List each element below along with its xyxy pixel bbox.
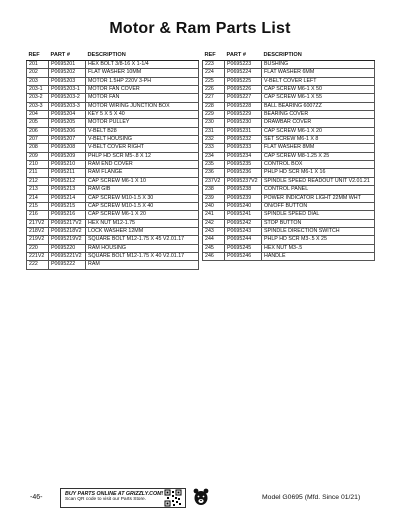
column-header-ref: REF xyxy=(27,52,49,61)
description-cell: CONTROL BOX xyxy=(262,161,375,169)
part-number-cell: P0695246 xyxy=(225,252,262,260)
ref-cell: 220 xyxy=(27,244,49,252)
table-row xyxy=(203,252,375,260)
part-number-cell: P0695203-2 xyxy=(49,94,86,102)
ref-cell: 226 xyxy=(203,86,225,94)
ref-cell: 210 xyxy=(27,161,49,169)
ref-cell: 227 xyxy=(203,94,225,102)
table-row xyxy=(27,102,199,110)
description-cell: SPINDLE SPEED READOUT UNIT V2.01.21 xyxy=(262,177,375,185)
part-number-cell: P0695214 xyxy=(49,194,86,202)
part-number-cell: P0695236 xyxy=(225,169,262,177)
part-number-cell: P0695229 xyxy=(225,111,262,119)
part-number-cell: P0695226 xyxy=(225,86,262,94)
description-cell: CAP SCREW M6-1 X 20 xyxy=(86,211,199,219)
description-cell: BALL BEARING 6007ZZ xyxy=(262,102,375,110)
part-number-cell: P0695243 xyxy=(225,227,262,235)
table-row xyxy=(203,102,375,110)
table-row xyxy=(203,127,375,135)
table-row xyxy=(203,211,375,219)
description-cell: SPINDLE DIRECTION SWITCH xyxy=(262,227,375,235)
table-row xyxy=(27,194,199,202)
ref-cell: 208 xyxy=(27,144,49,152)
table-row xyxy=(203,219,375,227)
table-row xyxy=(27,169,199,177)
part-number-cell: P0695241 xyxy=(225,211,262,219)
description-cell: HEX BOLT 3/8-16 X 1-1/4 xyxy=(86,61,199,69)
model-designation: Model G0695 (Mfd. Since 01/21) xyxy=(262,494,361,501)
part-number-cell: P0695203-3 xyxy=(49,102,86,110)
ref-cell: 234 xyxy=(203,152,225,160)
description-cell: MOTOR FAN COVER xyxy=(86,86,199,94)
description-cell: CAP SCREW M8-1.25 X 25 xyxy=(262,152,375,160)
ref-cell: 244 xyxy=(203,236,225,244)
table-row xyxy=(203,152,375,160)
table-row xyxy=(27,77,199,85)
ref-cell: 218V2 xyxy=(27,227,49,235)
promo-headline: BUY PARTS ONLINE AT GRIZZLY.COM! xyxy=(65,491,164,497)
description-cell: SET SCREW M6-1 X 8 xyxy=(262,136,375,144)
description-cell: MOTOR FAN xyxy=(86,94,199,102)
qr-code-icon[interactable] xyxy=(164,489,182,507)
table-row xyxy=(27,186,199,194)
ref-cell: 215 xyxy=(27,202,49,210)
table-row xyxy=(27,111,199,119)
part-number-cell: P0695210 xyxy=(49,161,86,169)
ref-cell: 214 xyxy=(27,194,49,202)
ref-cell: 203-1 xyxy=(27,86,49,94)
description-cell: SPINDLE SPEED DIAL xyxy=(262,211,375,219)
description-cell: CAP SCREW M10-1.5 X 40 xyxy=(86,202,199,210)
description-cell: LOCK WASHER 12MM xyxy=(86,227,199,235)
part-number-cell: P0695231 xyxy=(225,127,262,135)
parts-table-left xyxy=(26,52,199,270)
description-cell: CAP SCREW M6-1 X 55 xyxy=(262,94,375,102)
ref-cell: 238 xyxy=(203,186,225,194)
table-row xyxy=(27,252,199,260)
part-number-cell: P0695245 xyxy=(225,244,262,252)
part-number-cell: P0695218V2 xyxy=(49,227,86,235)
ref-cell: 203-3 xyxy=(27,102,49,110)
table-header-row xyxy=(27,52,199,61)
table-row xyxy=(203,194,375,202)
part-number-cell: P0695212 xyxy=(49,177,86,185)
description-cell: HANDLE xyxy=(262,252,375,260)
ref-cell: 242 xyxy=(203,219,225,227)
part-number-cell: P0695237V2 xyxy=(225,177,262,185)
table-row xyxy=(27,86,199,94)
part-number-cell: P0695221V2 xyxy=(49,252,86,260)
table-row xyxy=(203,177,375,185)
description-cell: BEARING COVER xyxy=(262,111,375,119)
part-number-cell: P0695228 xyxy=(225,102,262,110)
description-cell: PHLP HD SCR M5-.8 X 12 xyxy=(86,152,199,160)
ref-cell: 236 xyxy=(203,169,225,177)
column-header-part: PART # xyxy=(49,52,86,61)
part-number-cell: P0695207 xyxy=(49,136,86,144)
description-cell: SQUARE BOLT M12-1.75 X 45 V2.01.17 xyxy=(86,236,199,244)
ref-cell: 223 xyxy=(203,61,225,69)
ref-cell: 207 xyxy=(27,136,49,144)
ref-cell: 204 xyxy=(27,111,49,119)
table-row xyxy=(27,202,199,210)
table-row xyxy=(203,236,375,244)
description-cell: V-BELT COVER RIGHT xyxy=(86,144,199,152)
part-number-cell: P0695234 xyxy=(225,152,262,160)
table-row xyxy=(203,161,375,169)
ref-cell: 241 xyxy=(203,211,225,219)
part-number-cell: P0695205 xyxy=(49,119,86,127)
table-row xyxy=(27,152,199,160)
table-row xyxy=(203,94,375,102)
part-number-cell: P0695202 xyxy=(49,69,86,77)
description-cell: CAP SCREW M10-1.5 X 30 xyxy=(86,194,199,202)
ref-cell: 243 xyxy=(203,227,225,235)
ref-cell: 235 xyxy=(203,161,225,169)
part-number-cell: P0695213 xyxy=(49,186,86,194)
description-cell: FLAT WASHER 8MM xyxy=(262,144,375,152)
table-row xyxy=(27,94,199,102)
part-number-cell: P0695223 xyxy=(225,61,262,69)
table-row xyxy=(27,219,199,227)
table-row xyxy=(27,136,199,144)
table-row xyxy=(27,261,199,269)
description-cell: MOTOR 1.5HP 220V 3-PH xyxy=(86,77,199,85)
ref-cell: 216 xyxy=(27,211,49,219)
ref-cell: 230 xyxy=(203,119,225,127)
part-number-cell: P0695203 xyxy=(49,77,86,85)
part-number-cell: P0695240 xyxy=(225,202,262,210)
description-cell: V-BELT HOUSING xyxy=(86,136,199,144)
part-number-cell: P0695206 xyxy=(49,127,86,135)
part-number-cell: P0695233 xyxy=(225,144,262,152)
ref-cell: 209 xyxy=(27,152,49,160)
table-row xyxy=(203,244,375,252)
table-row xyxy=(203,111,375,119)
table-row xyxy=(203,227,375,235)
part-number-cell: P0695215 xyxy=(49,202,86,210)
ref-cell: 219V2 xyxy=(27,236,49,244)
table-row xyxy=(27,61,199,69)
part-number-cell: P0695227 xyxy=(225,94,262,102)
part-number-cell: P0695216 xyxy=(49,211,86,219)
description-cell: PHLP HD SCR M3-.5 X 25 xyxy=(262,236,375,244)
ref-cell: 201 xyxy=(27,61,49,69)
description-cell: RAM FLANGE xyxy=(86,169,199,177)
table-row xyxy=(203,77,375,85)
table-row xyxy=(203,169,375,177)
table-row xyxy=(203,69,375,77)
part-number-cell: P0695204 xyxy=(49,111,86,119)
parts-table-right xyxy=(202,52,375,261)
column-header-description: DESCRIPTION xyxy=(262,52,375,61)
ref-cell: 202 xyxy=(27,69,49,77)
ref-cell: 237V2 xyxy=(203,177,225,185)
ref-cell: 211 xyxy=(27,169,49,177)
table-row xyxy=(203,186,375,194)
description-cell: HEX NUT M12-1.75 xyxy=(86,219,199,227)
part-number-cell: P0695217V2 xyxy=(49,219,86,227)
page-footer xyxy=(0,488,400,512)
part-number-cell: P0695222 xyxy=(49,261,86,269)
table-row xyxy=(203,61,375,69)
part-number-cell: P0695225 xyxy=(225,77,262,85)
table-row xyxy=(203,86,375,94)
ref-cell: 224 xyxy=(203,69,225,77)
ref-cell: 213 xyxy=(27,186,49,194)
description-cell: PHLP HD SCR M6-1 X 16 xyxy=(262,169,375,177)
table-row xyxy=(27,236,199,244)
ref-cell: 225 xyxy=(203,77,225,85)
part-number-cell: P0695219V2 xyxy=(49,236,86,244)
part-number-cell: P0695211 xyxy=(49,169,86,177)
part-number-cell: P0695239 xyxy=(225,194,262,202)
ref-cell: 203-2 xyxy=(27,94,49,102)
ref-cell: 246 xyxy=(203,252,225,260)
ref-cell: 217V2 xyxy=(27,219,49,227)
ref-cell: 222 xyxy=(27,261,49,269)
ref-cell: 206 xyxy=(27,127,49,135)
part-number-cell: P0695244 xyxy=(225,236,262,244)
description-cell: FLAT WASHER 10MM xyxy=(86,69,199,77)
description-cell: MOTOR PULLEY xyxy=(86,119,199,127)
ref-cell: 212 xyxy=(27,177,49,185)
part-number-cell: P0695242 xyxy=(225,219,262,227)
description-cell: RAM END COVER xyxy=(86,161,199,169)
table-row xyxy=(203,144,375,152)
ref-cell: 240 xyxy=(203,202,225,210)
description-cell: CAP SCREW M6-1 X 10 xyxy=(86,177,199,185)
table-row xyxy=(27,119,199,127)
description-cell: V-BELT B28 xyxy=(86,127,199,135)
table-row xyxy=(27,127,199,135)
ref-cell: 231 xyxy=(203,127,225,135)
table-row xyxy=(27,144,199,152)
description-cell: BUSHING xyxy=(262,61,375,69)
description-cell: RAM xyxy=(86,261,199,269)
part-number-cell: P0695232 xyxy=(225,136,262,144)
table-row xyxy=(27,227,199,235)
ref-cell: 221V2 xyxy=(27,252,49,260)
ref-cell: 229 xyxy=(203,111,225,119)
table-row xyxy=(27,69,199,77)
description-cell: STOP BUTTON xyxy=(262,219,375,227)
column-header-part: PART # xyxy=(225,52,262,61)
description-cell: ON/OFF BUTTON xyxy=(262,202,375,210)
part-number-cell: P0695203-1 xyxy=(49,86,86,94)
part-number-cell: P0695201 xyxy=(49,61,86,69)
part-number-cell: P0695220 xyxy=(49,244,86,252)
table-row xyxy=(27,177,199,185)
description-cell: MOTOR WIRING JUNCTION BOX xyxy=(86,102,199,110)
part-number-cell: P0695230 xyxy=(225,119,262,127)
promo-subtext: Scan QR code to visit our Parts Store. xyxy=(65,497,147,502)
table-row xyxy=(27,211,199,219)
table-row xyxy=(27,244,199,252)
ref-cell: 232 xyxy=(203,136,225,144)
description-cell: FLAT WASHER 6MM xyxy=(262,69,375,77)
description-cell: RAM HOUSING xyxy=(86,244,199,252)
part-number-cell: P0695224 xyxy=(225,69,262,77)
column-header-description: DESCRIPTION xyxy=(86,52,199,61)
description-cell: HEX NUT M3-.5 xyxy=(262,244,375,252)
table-row xyxy=(203,119,375,127)
description-cell: V-BELT COVER LEFT xyxy=(262,77,375,85)
grizzly-bear-logo-icon xyxy=(193,488,209,506)
ref-cell: 239 xyxy=(203,194,225,202)
table-header-row xyxy=(203,52,375,61)
description-cell: CAP SCREW M6-1 X 20 xyxy=(262,127,375,135)
ref-cell: 228 xyxy=(203,102,225,110)
description-cell: CAP SCREW M6-1 X 50 xyxy=(262,86,375,94)
part-number-cell: P0695208 xyxy=(49,144,86,152)
ref-cell: 205 xyxy=(27,119,49,127)
description-cell: RAM GIB xyxy=(86,186,199,194)
ref-cell: 245 xyxy=(203,244,225,252)
description-cell: KEY 5 X 5 X 40 xyxy=(86,111,199,119)
part-number-cell: P0695209 xyxy=(49,152,86,160)
part-number-cell: P0695238 xyxy=(225,186,262,194)
description-cell: SQUARE BOLT M12-1.75 X 40 V2.01.17 xyxy=(86,252,199,260)
ref-cell: 233 xyxy=(203,144,225,152)
description-cell: CONTROL PANEL xyxy=(262,186,375,194)
table-row xyxy=(203,202,375,210)
page-number: -46- xyxy=(30,494,43,501)
description-cell: DRAWBAR COVER xyxy=(262,119,375,127)
table-row xyxy=(203,136,375,144)
page-title: Motor & Ram Parts List xyxy=(109,20,291,37)
ref-cell: 203 xyxy=(27,77,49,85)
column-header-ref: REF xyxy=(203,52,225,61)
part-number-cell: P0695235 xyxy=(225,161,262,169)
table-row xyxy=(27,161,199,169)
description-cell: POWER INDICATOR LIGHT 22MM WHT xyxy=(262,194,375,202)
